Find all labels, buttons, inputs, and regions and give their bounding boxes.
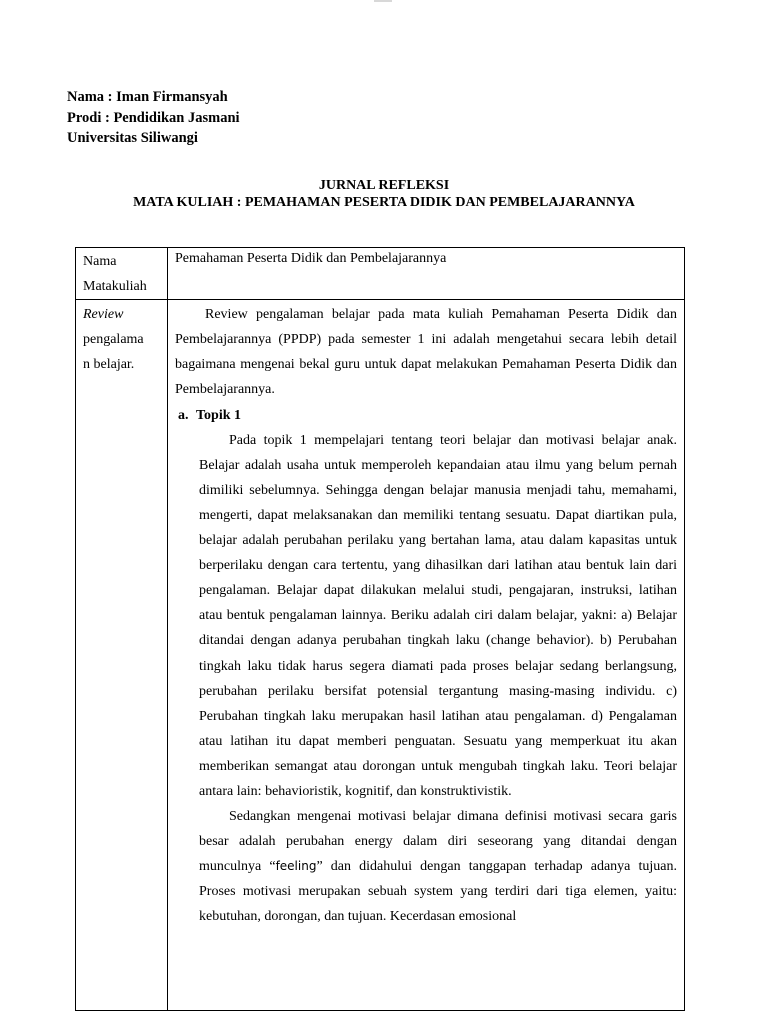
course-label-line2: Matakuliah [83, 278, 147, 294]
table-row-course [76, 248, 685, 300]
course-value-cell [168, 248, 685, 300]
document-title: JURNAL REFLEKSI [318, 178, 450, 193]
table-row-review [76, 300, 685, 1011]
course-label-cell [76, 248, 168, 300]
topic-heading-letter: a. [178, 407, 189, 423]
paragraph2-text-before: Sedangkan mengenai motivasi belajar dimana definisi motivasi secara garis besar adalah perubahan energy dalam diri seseorang yang ditandai dengan munculnya “ [199, 809, 677, 875]
topic-heading-title: Topik 1 [196, 407, 242, 423]
topic-heading [178, 403, 677, 428]
student-university: Universitas Siliwangi [67, 130, 198, 146]
page-top-mark [374, 0, 392, 2]
document-titles [0, 178, 768, 211]
review-label-cell [76, 300, 168, 1011]
document-subtitle: MATA KULIAH : PEMAHAMAN PESERTA DIDIK DAN PEMBELAJARANNYA [133, 194, 635, 210]
review-intro-paragraph: Review pengalaman belajar pada mata kuliah Pemahaman Peserta Didik dan Pembelajarannya (PPDP) pada semester 1 ini adalah mengetahui secara lebih detail bagaimana mengenai bekal guru untuk dapat melakukan Pemahaman Peserta Didik dan Pembelajarannya. [175, 307, 677, 398]
student-info [67, 87, 240, 149]
review-content-cell [168, 300, 685, 1011]
course-label-line1: Nama [83, 254, 117, 269]
review-label-line2: pengalama [83, 332, 144, 348]
review-label-line3: n belajar. [83, 357, 135, 373]
topic-paragraph-1: Pada topik 1 mempelajari tentang teori belajar dan motivasi belajar anak. Belajar adalah usaha untuk memperoleh kepandaian atau ilmu yang belum pernah dimiliki sebelumnya. Sehingga dengan belajar manusia menjadi tahu, memahami, mengerti, dapat melaksanakan dan memiliki tentang sesuatu. Dapat diartikan pula, belajar adalah perubahan perilaku yang bertahan lama, atau dalam kapasitas untuk berperilaku dengan cara tertentu, yang dihasilkan dari latihan atau bentuk lain dari pengalaman. Belajar dapat dilakukan melalui studi, pengajaran, instruksi, latihan atau bentuk pengalaman lainnya. Beriku adalah ciri dalam belajar, yakni: a) Belajar ditandai dengan adanya perubahan tingkah laku (change behavior). b) Perubahan tingkah laku tidak harus segera diamati pada proses belajar sedang berlangsung, perubahan perilaku bersifat potensial tergantung masing-masing individu. c) Perubahan tingkah laku merupakan hasil latihan atau pengalaman. d) Pengalaman atau latihan itu dapat memberi penguatan. Sesuatu yang memperkuat itu akan memberikan semangat atau dorongan untuk mengubah tingkah laku. Teori belajar antara lain: behavioristik, kognitif, dan konstruktivistik. [199, 432, 677, 799]
journal-table [75, 247, 685, 1011]
student-name: Nama : Iman Firmansyah [67, 89, 228, 105]
student-prodi: Prodi : Pendidikan Jasmani [67, 109, 240, 126]
course-value: Pemahaman Peserta Didik dan Pembelajarannya [175, 251, 447, 266]
topic-paragraph-2 [199, 804, 677, 929]
review-label-line1: Review [83, 307, 124, 323]
paragraph2-feeling-word: feeling [275, 859, 317, 874]
paragraph2-text-after: ” dan didahului dengan tanggapan terhadap adanya tujuan. Proses motivasi merupakan sebuah system yang terdiri dari tiga elemen, yaitu: kebutuhan, dorongan, dan tujuan. Kecerdasan emosional [199, 859, 677, 925]
